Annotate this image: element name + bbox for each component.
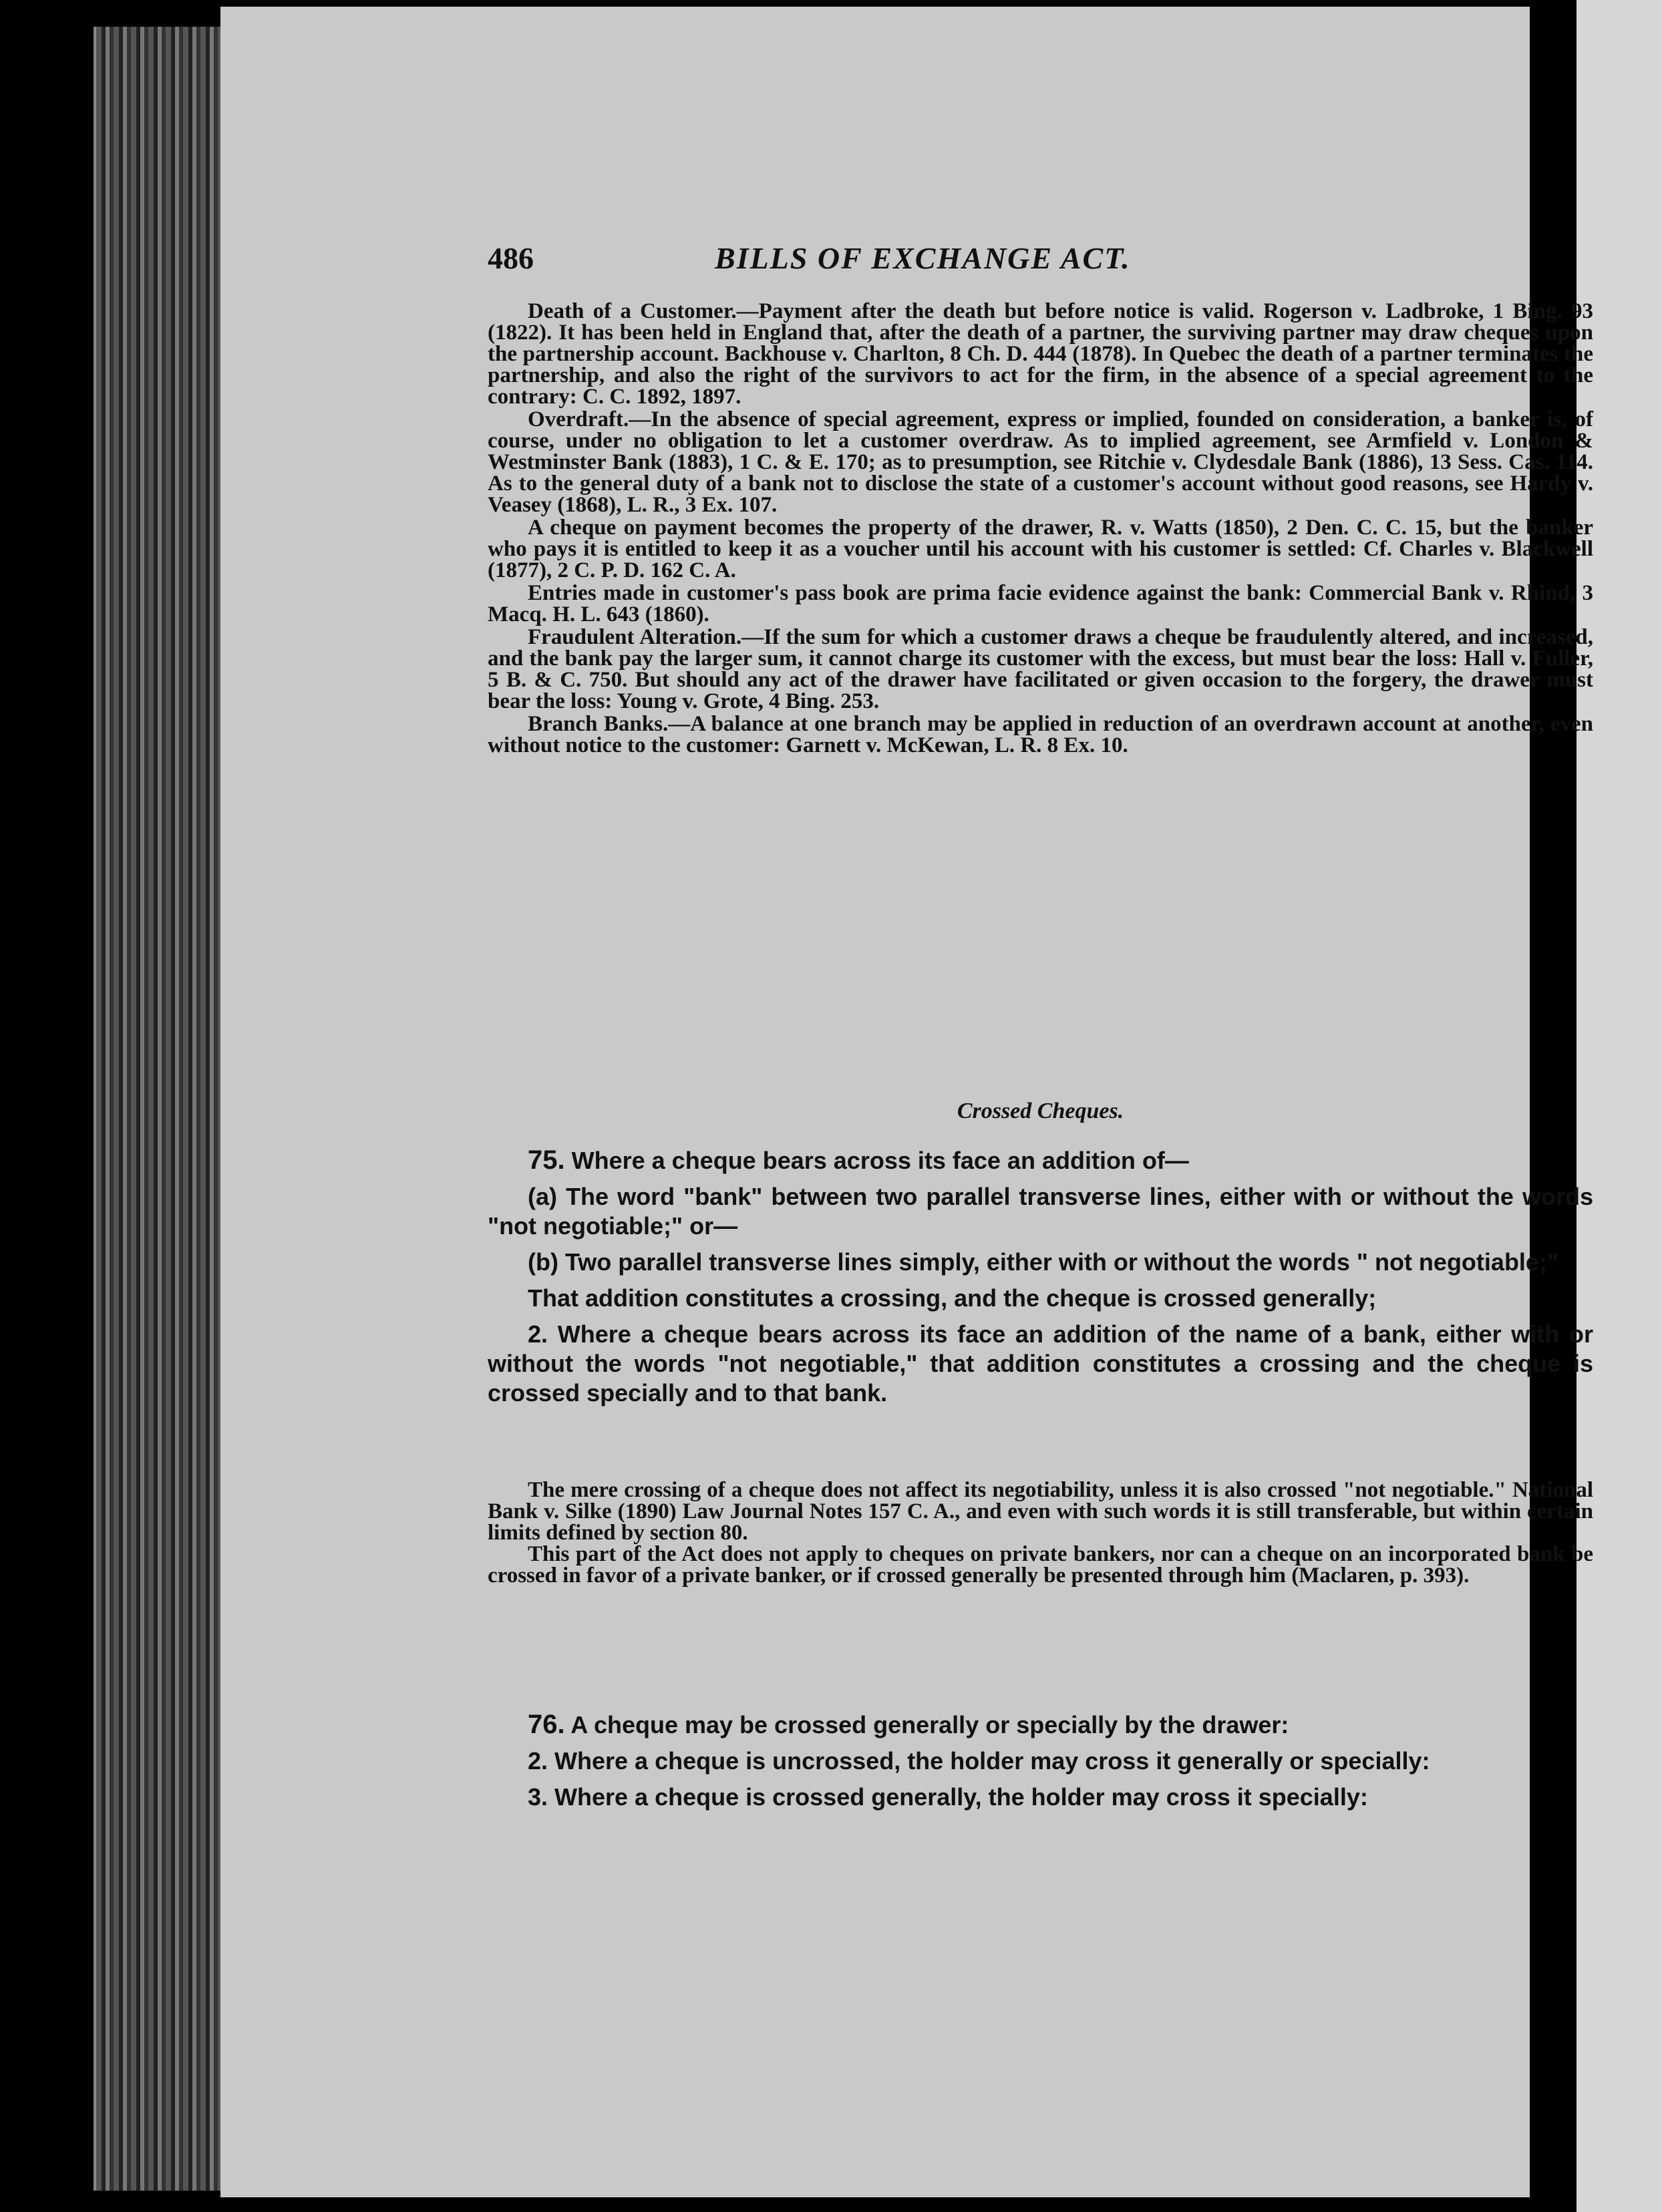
- note-paragraph: The mere crossing of a cheque does not affect its negotiability, unless it is also crossed "not negotiable." National Bank v. Silke (1890) Law Journal Notes 157 C. A., and even with such words it is still transferable, but within certain limits defined by section 80.: [488, 1478, 1593, 1545]
- section-number: 76.: [528, 1710, 565, 1739]
- running-title: BILLS OF EXCHANGE ACT.: [715, 241, 1131, 275]
- note-paragraph: This part of the Act does not apply to cheques on private bankers, nor can a cheque on an incorporated bank be crossed in favor of a private banker, or if crossed generally be presented through him (Maclaren, p. 393).: [488, 1542, 1593, 1588]
- section-75-sub2: 2. Where a cheque bears across its face an addition of the name of a bank, either with or without the words "not negotiable," that addition constitutes a crossing and the cheque is crossed specially and to that bank.: [488, 1320, 1593, 1407]
- note-paragraph: Death of a Customer.—Payment after the death but before notice is valid. Rogerson v. Ladbroke, 1 Bing. 93 (1822). It has been held in England that, after the death of a partner, the surviving partner may draw cheques upon the partnership account. Backhouse v. Charlton, 8 Ch. D. 444 (1878). In Quebec the death of a partner terminates the partnership, and also the right of the survivors to act for the firm, in the absence of a special agreement to the contrary: C. C. 1892, 1897.: [488, 299, 1593, 409]
- section-76-intro: [488, 1710, 1593, 1740]
- section-75-notes: [488, 1479, 1593, 1586]
- section-76-sub2: 2. Where a cheque is uncrossed, the holder may cross it generally or specially:: [528, 1747, 1430, 1775]
- page-number: 486: [488, 241, 534, 275]
- section-number: 75.: [528, 1145, 565, 1175]
- section-76-sub3: 3. Where a cheque is crossed generally, the holder may cross it specially:: [528, 1783, 1368, 1811]
- section-75-c: That addition constitutes a crossing, and the cheque is crossed generally;: [528, 1284, 1377, 1312]
- section-75-a: (a) The word "bank" between two parallel transverse lines, either with or without the words "not negotiable;" or—: [488, 1183, 1593, 1240]
- annotation-notes: [488, 301, 1593, 757]
- section-75-b: (b) Two parallel transverse lines simply, either with or without the words " not negotiable;": [528, 1248, 1559, 1276]
- scan-border-left: [0, 0, 94, 2212]
- note-paragraph: Branch Banks.—A balance at one branch may be applied in reduction of an overdrawn account at another, even without notice to the customer: Garnett v. McKewan, L. R. 8 Ex. 10.: [488, 712, 1593, 757]
- section-text: Where a cheque bears across its face an addition of—: [571, 1147, 1189, 1174]
- section-75: [488, 1145, 1593, 1415]
- book-page-edges: [94, 27, 223, 2191]
- note-paragraph: Entries made in customer's pass book are prima facie evidence against the bank: Commercial Bank v. Rhind, 3 Macq. H. L. 643 (1860).: [488, 581, 1593, 626]
- note-paragraph: A cheque on payment becomes the property of the drawer, R. v. Watts (1850), 2 Den. C. C. 15, but the banker who pays it is entitled to keep it as a voucher until his account with his customer is settled: Cf. Charles v. Blackwell (1877), 2 C. P. D. 162 C. A.: [488, 516, 1593, 582]
- note-paragraph: Overdraft.—In the absence of special agreement, express or implied, founded on consideration, a banker is, of course, under no obligation to let a customer overdraw. As to implied agreement, see Armfield v. London & Westminster Bank (1883), 1 C. & E. 170; as to presumption, see Ritchie v. Clydesdale Bank (1886), 13 Sess. Cas. 114. As to the general duty of a bank not to disclose the state of a customer's account without good reasons, see Hardy v. Veasey (1868), L. R., 3 Ex. 107.: [488, 407, 1593, 517]
- section-heading: Crossed Cheques.: [957, 1099, 1124, 1123]
- section-76: [488, 1710, 1593, 1819]
- page-header: [267, 240, 1336, 281]
- section-text: A cheque may be crossed generally or specially by the drawer:: [570, 1711, 1289, 1738]
- note-paragraph: Fraudulent Alteration.—If the sum for which a customer draws a cheque be fraudulently altered, and increased, and the bank pay the larger sum, it cannot charge its customer with the excess, but must bear the loss: Hall v. Fuller, 5 B. & C. 750. But should any act of the drawer have facilitated or given occasion to the forgery, the drawer must bear the loss: Young v. Grote, 4 Bing. 253.: [488, 625, 1593, 713]
- section-75-intro: [488, 1145, 1593, 1175]
